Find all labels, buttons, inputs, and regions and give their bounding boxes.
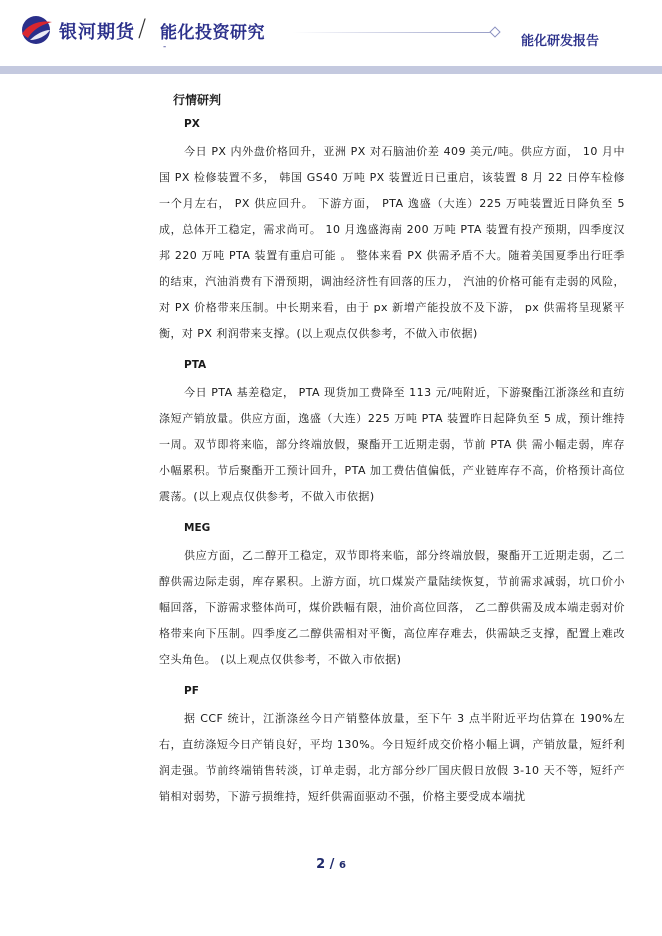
current-page: 2 bbox=[316, 857, 326, 872]
pta-heading: PTA bbox=[184, 359, 207, 371]
department-title: 能化投资研究 bbox=[160, 23, 265, 43]
page-separator: / bbox=[329, 857, 335, 872]
pf-heading: PF bbox=[184, 685, 199, 697]
pf-paragraph: 据 CCF 统计，江浙涤丝今日产销整体放量，至下午 3 点半附近平均估算在 190%左右，直纺涤短今日产销良好，平均 130%。今日短纤成交价格小幅上调，产销放量，短纤利润走强。节前终端销售转淡，订单走弱，北方部分纱厂国庆假日放假 3-10 天不等，短纤产销相对弱势，下游亏损维持，短纤供需面驱动不强，价格主要受成本端扰 bbox=[159, 712, 625, 803]
pta-paragraph: 今日 PTA 基差稳定， PTA 现货加工费降至 113 元/吨附近，下游聚酯江浙涤丝和直纺涤短产销放量。供应方面，逸盛（大连）225 万吨 PTA 装置昨日起降负至 5 成，预计维持一周。双节即将来临，部分终端放假，聚酯开工近期走弱，节前 PTA 供 需小幅走弱，库存小幅累积。节后聚酯开工预计回升，PTA 加工费估值偏低，产业链库存不高，价格预计高位震荡。(以上观点仅供参考，不做入市依据) bbox=[159, 386, 625, 503]
report-type: 能化研发报告 bbox=[521, 34, 600, 49]
px-heading: PX bbox=[184, 118, 200, 130]
page-number bbox=[0, 857, 662, 872]
meg-heading: MEG bbox=[184, 522, 211, 534]
brand-name: 银河期货 bbox=[59, 22, 135, 43]
page-header bbox=[0, 0, 662, 66]
section-title: 行情研判 bbox=[173, 93, 222, 107]
header-tick: - bbox=[163, 42, 167, 52]
report-body bbox=[159, 84, 625, 810]
header-rule bbox=[292, 32, 490, 33]
galaxy-futures-logo-icon bbox=[18, 14, 54, 46]
total-pages: 6 bbox=[338, 860, 346, 871]
meg-paragraph: 供应方面，乙二醇开工稳定，双节即将来临，部分终端放假，聚酯开工近期走弱，乙二醇供需边际走弱，库存累积。上游方面，坑口煤炭产量陆续恢复，节前需求减弱，坑口价小幅回落，下游需求整体尚可，煤价跌幅有限，油价高位回落， 乙二醇供需及成本端走弱对价格带来向下压制。四季度乙二醇供需相对平衡，高位库存难去，供需缺乏支撑，配置上难改空头角色。 (以上观点仅供参考，不做入市依据) bbox=[159, 549, 625, 666]
diamond-icon bbox=[489, 26, 500, 37]
px-paragraph: 今日 PX 内外盘价格回升，亚洲 PX 对石脑油价差 409 美元/吨。供应方面， 10 月中国 PX 检修装置不多， 韩国 GS40 万吨 PX 装置近日已重启，该装置 8 月 22 日停车检修一个月左右， PX 供应回升。 下游方面， PTA 逸盛（大连）225 万吨装置近日降负至 5 成，总体开工稳定，需求尚可。 10 月逸盛海南 200 万吨 PTA 装置有投产预期，四季度汉邦 220 万吨 PTA 装置有重启可能 。 整体来看 PX 供需矛盾不大。随着美国夏季出行旺季的结束，汽油消费有下滑预期，调油经济性有回落的压力， 汽油的价格可能有走弱的风险，对 PX 价格带来压制。中长期来看，由于 px 新增产能投放不及下游， px 供需将呈现紧平衡，对 PX 利润带来支撑。(以上观点仅供参考，不做入市依据) bbox=[159, 145, 625, 340]
header-band bbox=[0, 66, 662, 74]
header-divider: / bbox=[138, 14, 147, 42]
